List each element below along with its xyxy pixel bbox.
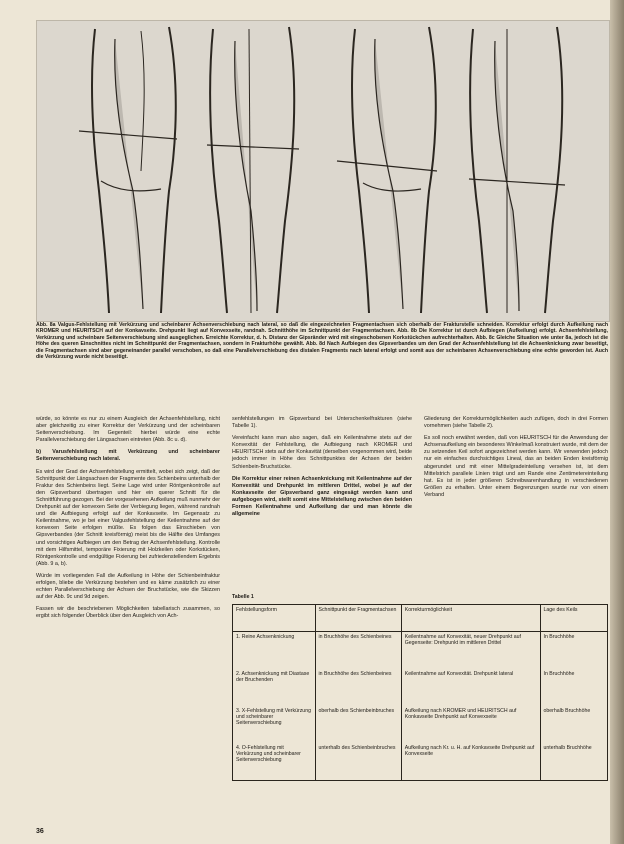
table-row [233, 669, 608, 706]
paragraph: Fassen wir die beschriebenen Möglichkeiten tabellarisch zusammen, so ergibt sich folgender Überblick über den Ausgleich von Ach- [36, 606, 220, 620]
table-cell: 1. Reine Achsenknickung [233, 632, 316, 670]
table-row [233, 743, 608, 781]
table-cell: oberhalb Bruchhöhe [540, 706, 608, 743]
table-cell: 3. X-Fehlstellung mit Verkürzung und scheinbarer Seitenverschiebung [233, 706, 316, 743]
paragraph: Die Korrektur einer reinen Achsenknickung mit Keilentnahme auf der Konvexität und Drehpunkt im mittleren Drittel, wobei je auf der Konkavseite der Gipsverband ganz eingesägt werden kann und aufgebogen wird, stellt somit eine Mittelstellung zwischen den beiden Formen Keilentnahme und Aufkeilung dar und man könnte die allgemeine [232, 475, 412, 518]
column-header: Korrekturmöglichkeit [401, 605, 540, 632]
column-header: Lage des Keils [540, 605, 608, 632]
table-1 [232, 594, 608, 781]
book-spine-edge [610, 0, 624, 844]
table-title: Tabelle 1 [232, 594, 254, 600]
table-cell: in Bruchhöhe des Schienbeines [315, 632, 401, 670]
paragraph: Vereinfacht kann man also sagen, daß ein Keilentnahme stets auf der Konvexität der Fehlstellung, die Aufbiegung nach KROMER und HEURITSCH stets auf der Konkavität (derselben vorgenommen wird, beide jedoch immer in Höhe des Schnittpunktes der Achsen der beiden Schienbein-Bruchstücke. [232, 435, 412, 470]
column-header: Fehlstellungsform [233, 605, 316, 632]
table-cell: unterhalb des Schienbeinbruches [315, 743, 401, 781]
table-cell: 4. O-Fehlstellung mit Verkürzung und scheinbarer Seitenverschiebung [233, 743, 316, 781]
table-cell: Aufkeilung nach KROMER und HEURITSCH auf Konkavseite Drehpunkt auf Konvexseite [401, 706, 540, 743]
figure-caption: Abb. 8a Valgus-Fehlstellung mit Verkürzung und scheinbarer Achsenverschiebung nach lateral, so daß die eingezeichneten Fragmentachsen sich oberhalb der Frakturstelle schneiden. Korrektur erfolgt durch Aufkeilung nach KROMER und HEURITSCH auf der Konkavseite. Drehpunkt liegt auf Konvexseite, randnah. Schnitthöhe im Schnittpunkt der Fragmentachsen. Abb. 8b Die Korrektur ist durch Aufbiegen (Aufkeilung) erfolgt. Achsenfehlstellung, Verkürzung und scheinbare Seitenverschiebung sind ausgeglichen. Erreichte Korrektur, d. h. Distanz der Gipsränder wird mit eingeschobenen Korkstückchen aufrechterhalten. Abb. 8c Gleiche Situation wie unter 8a, jedoch ist die Höhe des queren Einschnittes nicht im Schnittpunkt der Fragmentachsen, sondern in Frakturhöhe gewählt. Abb. 8d Nach Aufbiegen des Gipsverbandes um den Grad der Achsenfehlstellung ist die Achsenknickung zwar beseitigt, die Fragmentachsen sind aber gegeneinander parallel verschoben, so daß eine Parallelverschiebung des distalen Fragments nach lateral erfolgt und somit aus der scheinbaren Achsenverschiebung eine echte geworden ist. Auch die Verkürzung wurde nicht beseitigt. [36, 322, 608, 361]
table-cell: Keilentnahme auf Konvexität, neuer Drehpunkt auf Gegenseite: Drehpunkt im mittleren Drittel [401, 632, 540, 670]
table-row [233, 706, 608, 743]
table-cell: In Bruchhöhe [540, 669, 608, 706]
text-column-1 [36, 416, 220, 831]
table-cell: 2. Achsenknickung mit Diastase der Bruchenden [233, 669, 316, 706]
table-cell: In Bruchhöhe [540, 632, 608, 670]
table-cell: in Bruchhöhe des Schienbeines [315, 669, 401, 706]
page-number: 36 [36, 828, 44, 835]
column-header: Schnittpunkt der Fragmentachsen [315, 605, 401, 632]
section-heading: b) Varusfehlstellung mit Verkürzung und scheinbarer Seitenverschiebung nach lateral. [36, 449, 220, 463]
table-cell: Aufkeilung nach Kr. u. H. auf Konkavseite Drehpunkt auf Konvexseite [401, 743, 540, 781]
fracture-correction-figure [36, 20, 610, 322]
text-column-3 [424, 416, 608, 576]
paragraph: Würde im vorliegenden Fall die Aufkeilung in Höhe der Schienbeinfraktur erfolgen, bliebe die Verkürzung bestehen und es käme zusätzlich zu einer echten Parallelverschiebung der Achsen der Bruchstücke, wie die Skizzen auf der Abb. 9c und 9d zeigen. [36, 572, 220, 601]
correction-table [232, 604, 608, 781]
table-header-row [233, 605, 608, 632]
table-row [233, 632, 608, 670]
paragraph: Es soll noch erwähnt werden, daß von HEURITSCH für die Anwendung der Achsenaufkeilung ein besonderes Winkelmaß konstruiert wurde, mit dem der zu setzenden Keil sofort angezeichnet werden kann. Wir verwenden jedoch nur ein einfaches durchsichtiges Lineal, das an beiden Enden kreisförmig abgerundet und mit einer Mittelgradeinteilung versehen ist, ist dem Mittelstrich parallele Linien trägt und am Rande eine Zentimetereinteilung hat. Es ist in jeder größeren Schreibwarenhandlung in verschiedenen Größen zu erhalten. Unter einem Begrenzungen wurde nur von einem Verband [424, 435, 608, 498]
table-cell: oberhalb des Schienbeinbruches [315, 706, 401, 743]
table-cell: unterhalb Bruchhöhe [540, 743, 608, 781]
paragraph: würde, so könnte es nur zu einem Ausgleich der Achsenfehlstellung, nicht aber gleichzeitig zu einer Korrektur der Verkürzung und der scheinbaren Seitenverschiebung. Im Gegenteil: hierbei würde eine echte Parallelverschiebung der Längsachsen eintreten (Abb. 8c u. d). [36, 416, 220, 444]
paragraph: Es wird der Grad der Achsenfehlstellung ermittelt, wobei sich zeigt, daß der Schnittpunkt der Längsachsen der Fragmente des Schienbeins unterhalb der Fraktur des Schienbeins liegt. Seine Lage wird unter Röntgenkontrolle auf den Gipsverband übertragen und hier ein querer Schnitt für die Schnittführung gezogen. Bei der vorgesehenen Aufkeilung muß nunmehr der Drehpunkt auf der konvexen Seite der Verbiegung liegen, während randnah und die Aufbiegung erfolgt auf der Konkavseite. Im Gegensatz zu Keilentnahme, wo je bei einer Valgusfehlstellung der Keilentnahme auf der konvexen Seite erfolgen müßte. Es folgen das Einschieben von Gipsverbandes (der Schnitt kreisförmig) meist bis die Hälfte des Umfanges und vorsichtiges Aufbiegen um den Betrag der Achsenfehlstellung. Kontrolle mit dem Hilfsmittel, temporäre Fixierung mit Holzkeilen oder Korkstücken, Röntgenkontrolle und endgültige Fixierung bei zufriedenstellendem Ergebnis (Abb. 9 a, b). [36, 468, 220, 567]
leg-cast-drawings [37, 21, 609, 321]
table-cell: Keilentnahme auf Konvexität. Drehpunkt lateral [401, 669, 540, 706]
paragraph: Gliederung der Korrekturmöglichkeiten auch zufügen, doch in drei Formen vornehmen (siehe Tabelle 2). [424, 416, 608, 430]
paragraph: senfehlstellungen im Gipsverband bei Unterschenkelfrakturen (siehe Tabelle 1). [232, 416, 412, 430]
text-column-2 [232, 416, 412, 576]
